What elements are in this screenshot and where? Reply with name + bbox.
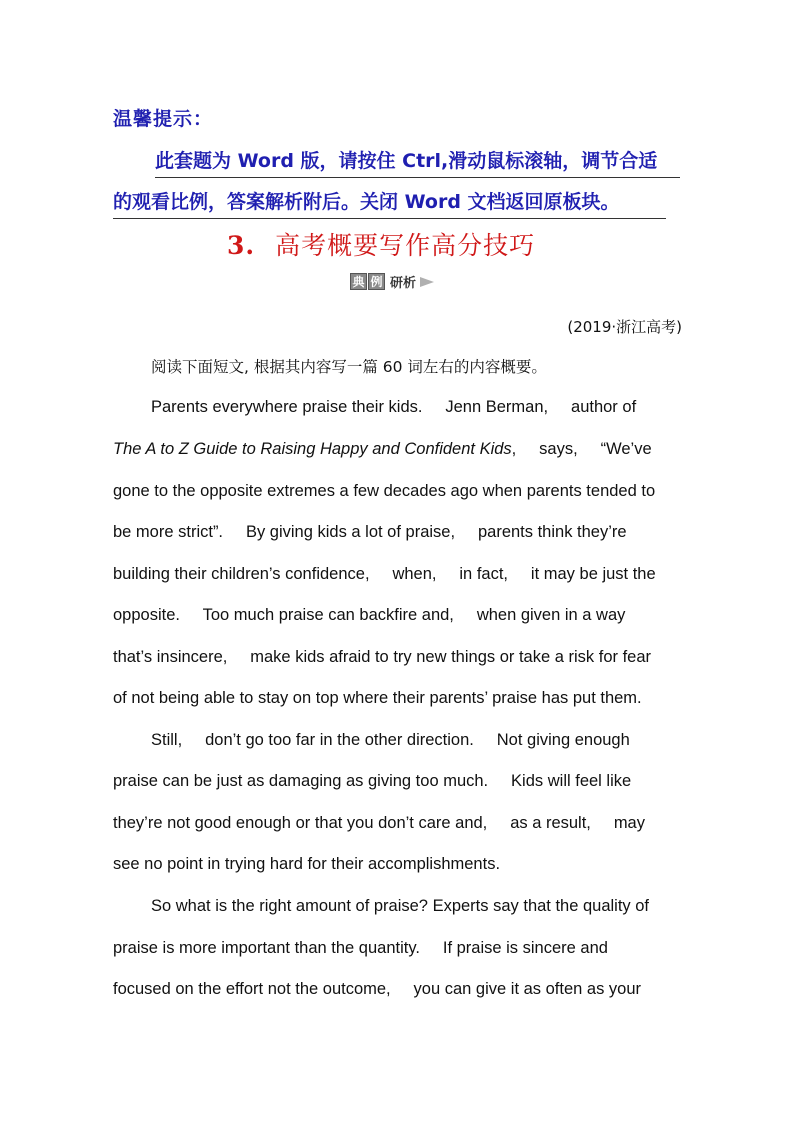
passage-line: focused on the effort not the outcome, you can give it as often as your: [113, 980, 642, 998]
badge-char-1: 典: [350, 273, 367, 290]
passage-line: Still, don’t go too far in the other direction. Not giving enough: [151, 731, 630, 749]
passage-line: praise can be just as damaging as giving too much. Kids will feel like: [113, 772, 632, 790]
section-title: 高考概要写作高分技巧: [275, 231, 536, 260]
arrow-icon: [420, 277, 434, 287]
notice-line-1: 此套题为 Word 版，请按住 Ctrl,滑动鼠标滚轴，调节合适: [155, 146, 680, 178]
passage-line: Parents everywhere praise their kids. Jenn Berman, author of: [151, 398, 637, 416]
badge-char-2: 例: [368, 273, 385, 290]
passage-line: [113, 440, 652, 459]
passage-line: they’re not good enough or that you don’t care and, as a result, may: [113, 814, 645, 832]
passage-line: that’s insincere, make kids afraid to try new things or take a risk for fear: [113, 648, 652, 666]
notice-title: 温馨提示：: [113, 108, 214, 130]
passage-line: be more strict”. By giving kids a lot of praise, parents think they’re: [113, 523, 627, 541]
instruction-text: 阅读下面短文, 根据其内容写一篇 60 词左右的内容概要。: [151, 358, 547, 376]
passage-line: see no point in trying hard for their accomplishments.: [113, 855, 501, 873]
passage-line: opposite. Too much praise can backfire and, when given in a way: [113, 606, 626, 624]
source-citation: (2019·浙江高考): [567, 318, 682, 336]
section-number: 3.: [227, 231, 256, 260]
notice-line-2: 的观看比例，答案解析附后。关闭 Word 文档返回原板块。: [113, 187, 666, 219]
section-heading: [227, 226, 535, 262]
book-title: The A to Z Guide to Raising Happy and Confident Kids: [113, 440, 512, 458]
passage-line-rest: , says, “We’ve: [511, 440, 652, 458]
passage-line: gone to the opposite extremes a few decades ago when parents tended to: [113, 482, 656, 500]
badge-text: 研析: [390, 276, 417, 291]
passage-line: praise is more important than the quantity. If praise is sincere and: [113, 939, 608, 957]
passage-line: of not being able to stay on top where their parents’ praise has put them.: [113, 689, 642, 707]
example-analysis-badge: [350, 272, 434, 291]
passage-line: So what is the right amount of praise? Experts say that the quality of: [151, 897, 650, 915]
passage-line: building their children’s confidence, when, in fact, it may be just the: [113, 565, 656, 583]
